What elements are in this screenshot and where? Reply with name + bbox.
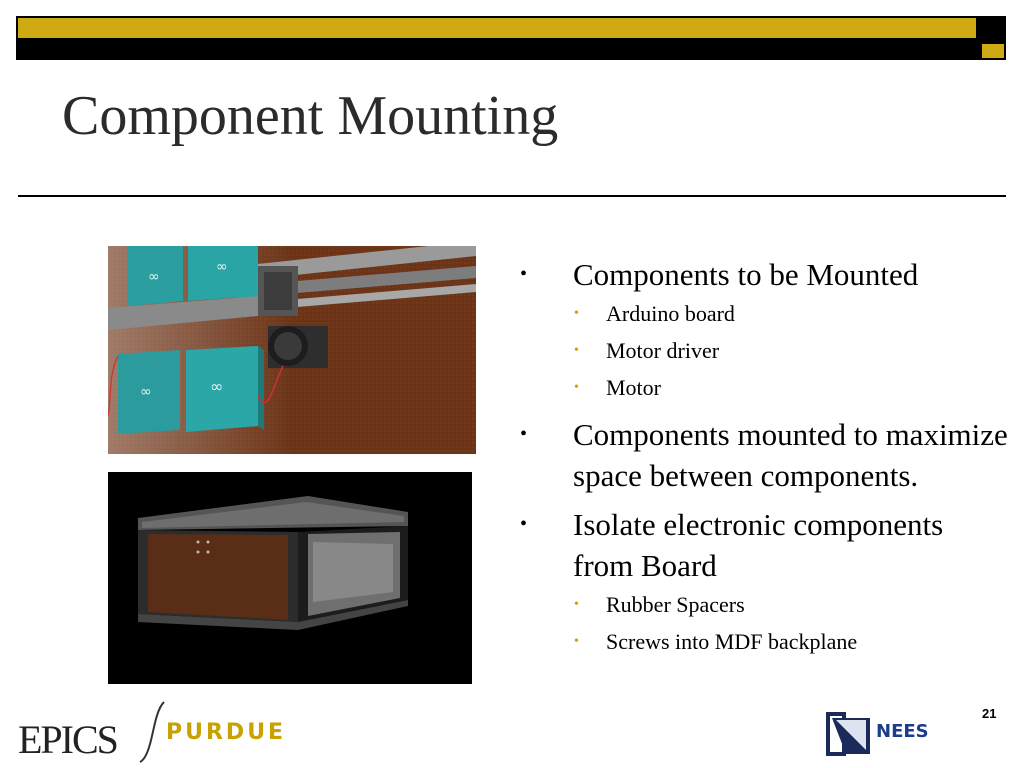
svg-text:∞: ∞ bbox=[148, 269, 160, 285]
bullet-dot-icon: • bbox=[520, 263, 528, 285]
svg-text:∞: ∞ bbox=[140, 384, 152, 400]
enclosure-render-image bbox=[108, 472, 472, 684]
svg-text:∞: ∞ bbox=[210, 377, 224, 396]
bullet-dot-icon: • bbox=[520, 423, 528, 445]
sub-bullet-text: Motor bbox=[606, 375, 661, 400]
header-bar bbox=[16, 16, 1006, 60]
sub-bullet-text: Screws into MDF backplane bbox=[606, 629, 858, 654]
header-corner-gold-square bbox=[982, 44, 1004, 58]
bullet-dot-icon: • bbox=[520, 513, 528, 535]
nees-logo-text: NEES bbox=[876, 721, 929, 742]
bullet-text: Isolate electronic components from Board bbox=[573, 507, 944, 583]
header-gold-band bbox=[16, 16, 978, 40]
sub-bullet-dot-icon: • bbox=[574, 343, 579, 358]
bullet-item bbox=[520, 504, 1010, 586]
sub-bullet-dot-icon: • bbox=[574, 597, 579, 612]
sub-bullet-text: Motor driver bbox=[606, 338, 720, 363]
sub-bullet-dot-icon: • bbox=[574, 306, 579, 321]
page-number: 21 bbox=[982, 706, 997, 721]
sub-bullet-item bbox=[520, 369, 1010, 406]
sub-bullet-item bbox=[520, 332, 1010, 369]
header-corner-square bbox=[980, 16, 1006, 42]
sub-bullet-dot-icon: • bbox=[574, 634, 579, 649]
title-divider bbox=[18, 195, 1006, 197]
sub-bullet-text: Rubber Spacers bbox=[606, 592, 745, 617]
svg-text:∞: ∞ bbox=[216, 259, 228, 275]
bullet-item bbox=[520, 414, 1010, 496]
sub-bullet-dot-icon: • bbox=[574, 380, 579, 395]
sub-bullet-item bbox=[520, 586, 1010, 623]
sub-bullet-item bbox=[520, 295, 1010, 332]
bullet-list bbox=[520, 246, 1010, 660]
bullet-text: Components to be Mounted bbox=[573, 257, 919, 292]
sub-bullet-item bbox=[520, 623, 1010, 660]
purdue-logo: PURDUE bbox=[166, 720, 287, 745]
bullet-text: Components mounted to maximize space between components. bbox=[573, 417, 1008, 493]
epics-slash-icon bbox=[138, 700, 168, 764]
bullet-item bbox=[520, 254, 1010, 295]
nees-logo-icon bbox=[826, 712, 872, 756]
sub-bullet-text: Arduino board bbox=[606, 301, 735, 326]
slide-title: Component Mounting bbox=[62, 85, 559, 147]
epics-logo: EPICS bbox=[18, 717, 117, 762]
component-render-image bbox=[108, 246, 476, 454]
